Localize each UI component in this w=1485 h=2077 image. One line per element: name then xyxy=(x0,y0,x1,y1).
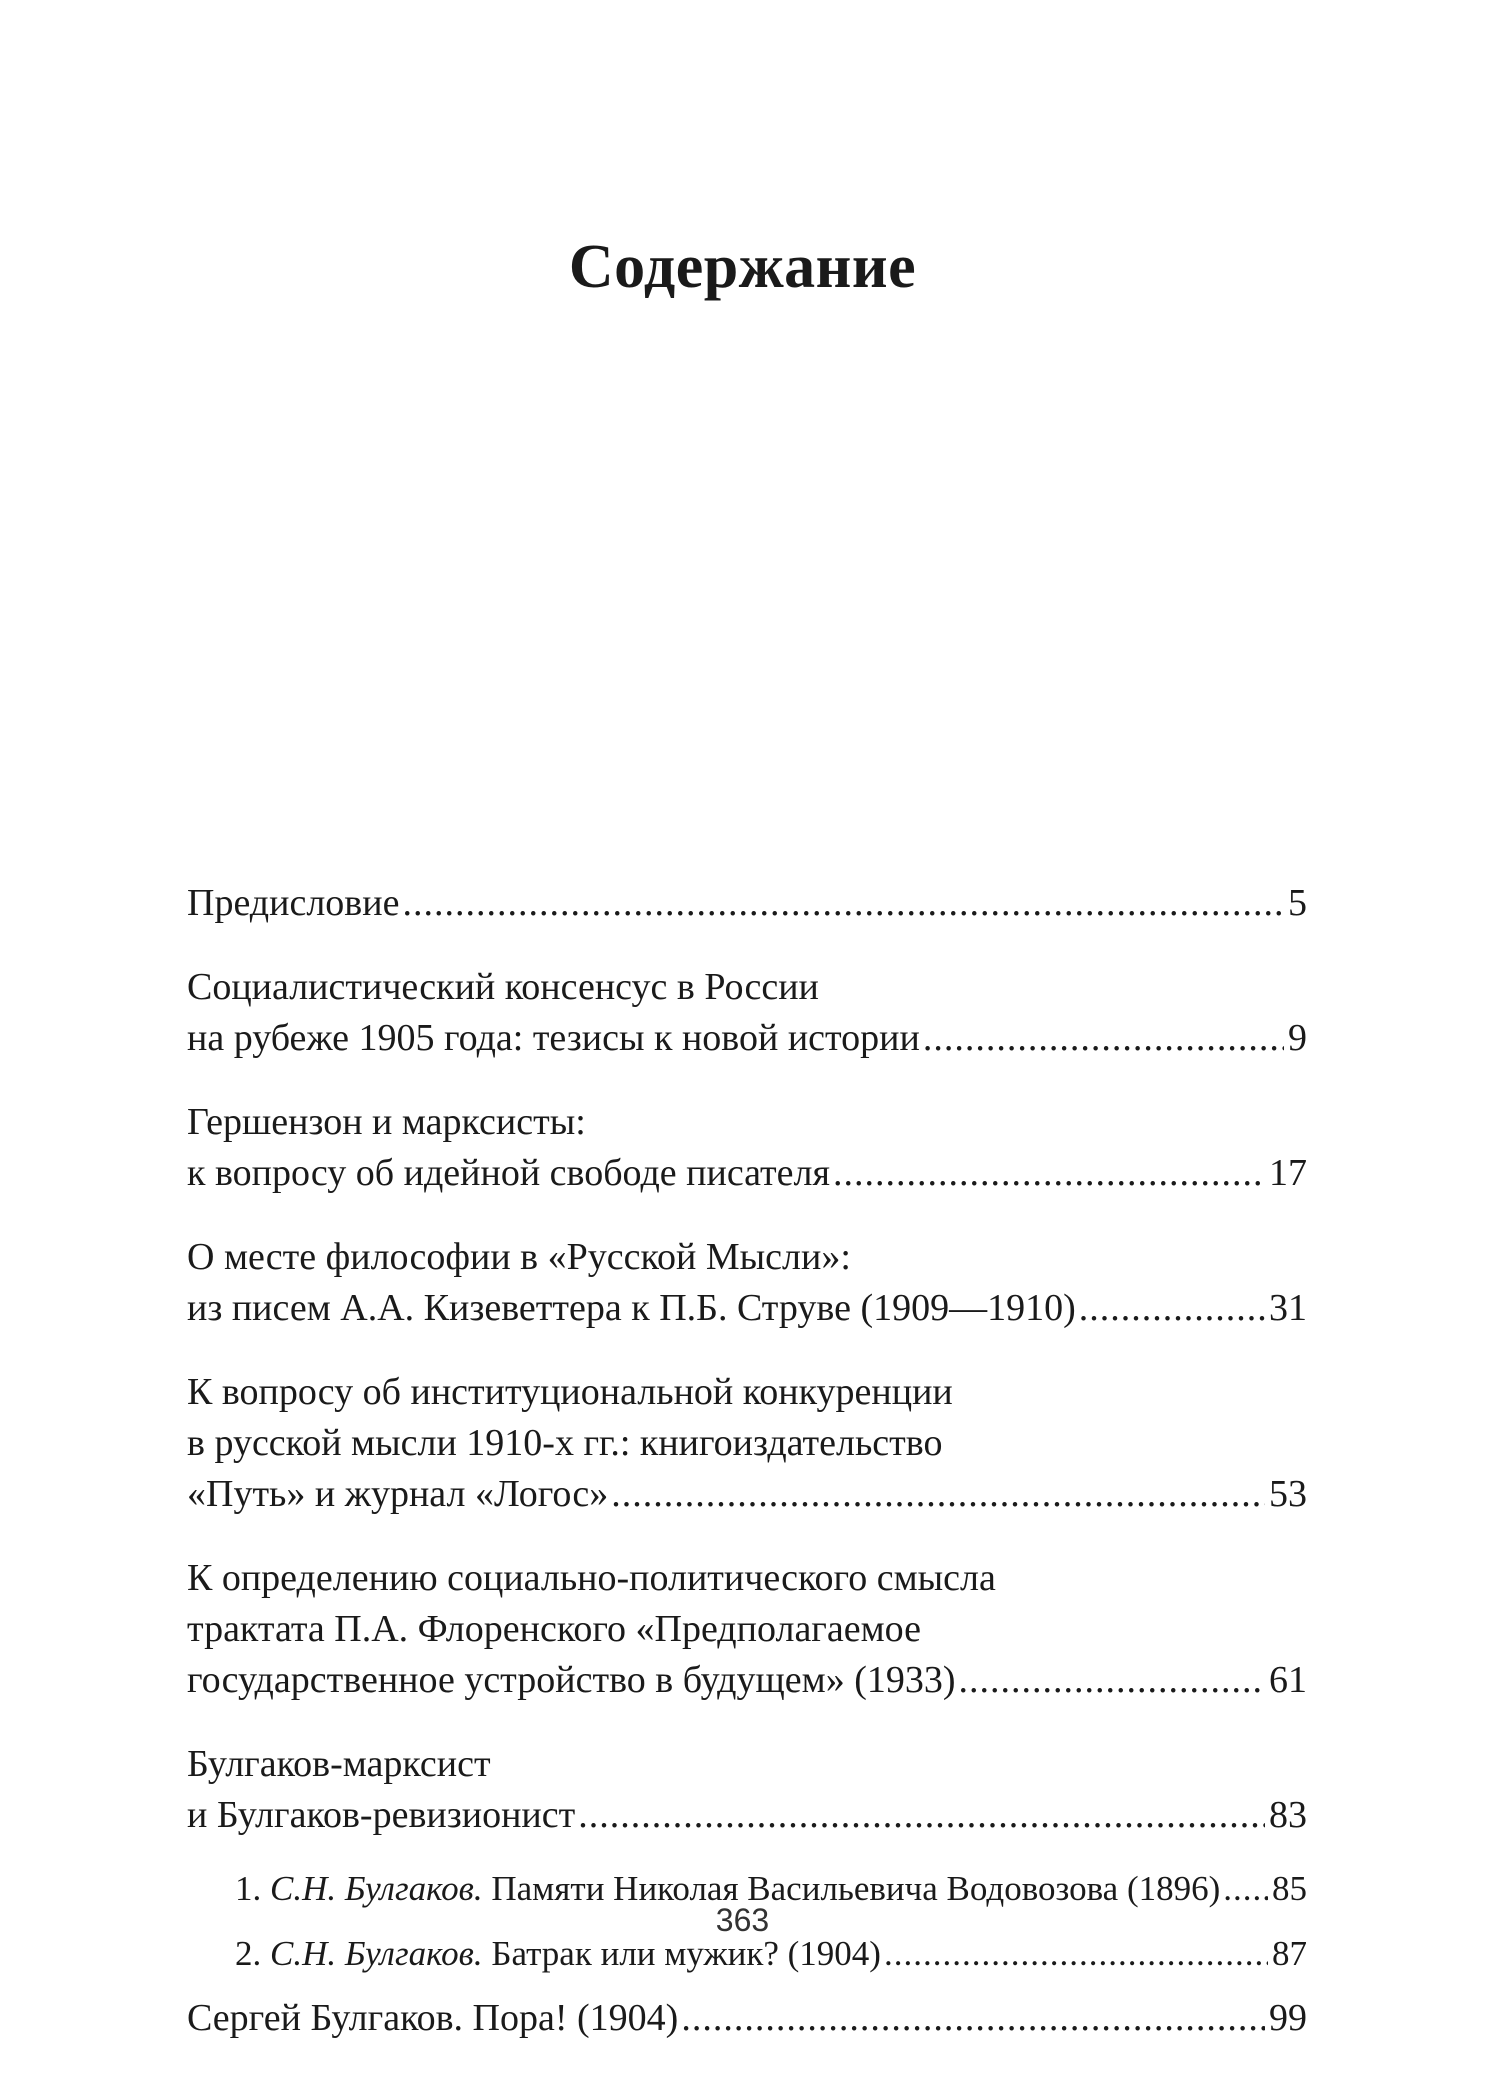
toc-subentry-number: 1. xyxy=(235,1869,262,1908)
toc-subentry-title: Батрак или мужик? (1904) xyxy=(491,1934,881,1973)
toc-entry-title: О месте философии в «Русской Мысли»: xyxy=(187,1236,851,1278)
toc-entry-socialist-consensus[interactable] xyxy=(187,962,1307,1064)
toc-entry-preface[interactable] xyxy=(187,878,1307,929)
toc-page-number: 99 xyxy=(1269,1997,1307,2039)
dot-leader xyxy=(833,1148,1265,1199)
toc-entry-title: Предисловие xyxy=(187,882,400,924)
toc-subentry-author: С.Н. Булгаков. xyxy=(270,1869,483,1908)
toc-entry-title: Сергей Булгаков. Пора! (1904) xyxy=(187,1997,679,2039)
dot-leader xyxy=(402,878,1284,929)
toc-entry-gershenzon[interactable] xyxy=(187,1097,1307,1199)
toc-page-number: 83 xyxy=(1269,1794,1307,1836)
toc-entry-florensky[interactable] xyxy=(187,1553,1307,1706)
toc-entry-title: К определению социально-политического смысла xyxy=(187,1557,996,1599)
toc-entry-title: и Булгаков-ревизионист xyxy=(187,1794,576,1836)
dot-leader xyxy=(578,1790,1265,1841)
toc-entry-title: К вопросу об институциональной конкуренции xyxy=(187,1371,953,1413)
toc-page-number: 61 xyxy=(1269,1659,1307,1701)
toc-page-number: 17 xyxy=(1269,1152,1307,1194)
toc-page-number: 87 xyxy=(1272,1934,1307,1973)
toc-page-number: 9 xyxy=(1288,1017,1307,1059)
dot-leader xyxy=(959,1655,1266,1706)
toc-page-number: 31 xyxy=(1269,1287,1307,1329)
toc-entry-bulgakov-marxist[interactable] xyxy=(187,1739,1307,1841)
toc-entry-pora[interactable] xyxy=(187,1993,1307,2044)
page-title: Содержание xyxy=(568,233,917,301)
toc-entry-title: из писем А.А. Кизеветтера к П.Б. Струве (1909—1910) xyxy=(187,1287,1076,1329)
toc-entry-title: «Путь» и журнал «Логос» xyxy=(187,1473,609,1515)
toc-subentry-number: 2. xyxy=(235,1934,262,1973)
page-number-footer: 363 xyxy=(715,1902,770,1938)
dot-leader xyxy=(681,1993,1265,2044)
dot-leader xyxy=(1079,1283,1265,1334)
toc-subentry-author: С.Н. Булгаков. xyxy=(270,1934,483,1973)
toc-page-number: 85 xyxy=(1272,1869,1307,1908)
dot-leader xyxy=(611,1469,1265,1520)
toc-entry-institutional-competition[interactable] xyxy=(187,1367,1307,1520)
toc-entry-title: Социалистический консенсус в России xyxy=(187,966,819,1008)
table-of-contents xyxy=(187,878,1307,2077)
toc-page-number: 5 xyxy=(1288,882,1307,924)
dot-leader xyxy=(923,1013,1284,1064)
toc-entry-title: на рубеже 1905 года: тезисы к новой истории xyxy=(187,1017,920,1059)
toc-entry-title: Гершензон и марксисты: xyxy=(187,1101,586,1143)
toc-entry-title: в русской мысли 1910-х гг.: книгоиздательство xyxy=(187,1422,943,1464)
toc-subentry-title: Памяти Николая Васильевича Водовозова (1896) xyxy=(491,1869,1221,1908)
toc-entry-title: трактата П.А. Флоренского «Предполагаемое xyxy=(187,1608,922,1650)
toc-entry-title: Булгаков-марксист xyxy=(187,1743,491,1785)
toc-page-number: 53 xyxy=(1269,1473,1307,1515)
toc-entry-title: государственное устройство в будущем» (1933) xyxy=(187,1659,956,1701)
toc-entry-philosophy-russian-thought[interactable] xyxy=(187,1232,1307,1334)
toc-entry-title: к вопросу об идейной свободе писателя xyxy=(187,1152,830,1194)
